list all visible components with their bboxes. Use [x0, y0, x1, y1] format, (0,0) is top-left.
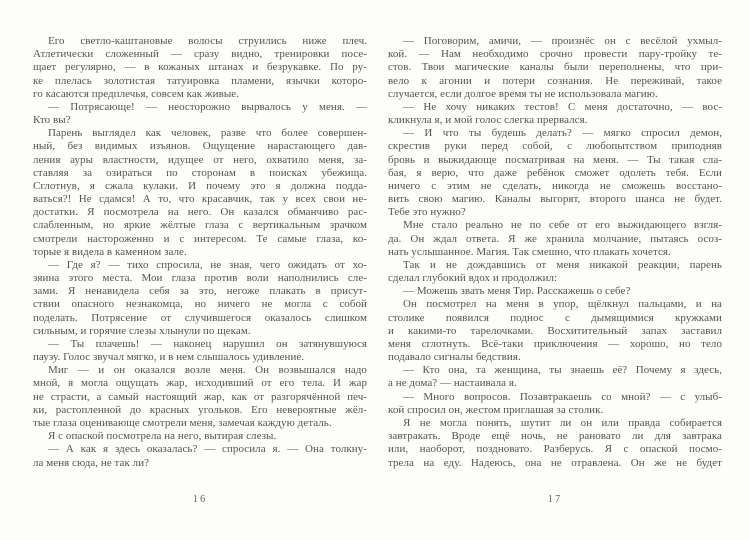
text-line: нать услышанное. Магия. Так смешно, что плакать хочется.: [388, 245, 671, 258]
text-line: паузу. Голос звучал мягко, и в нем слышалось удивление.: [33, 351, 305, 364]
text-line: — Поговорим, амичи, — произнёс он с весёлой ухмыл-: [403, 35, 722, 47]
text-line: ствии опасного незнакомца, но ничего не могла с собой: [33, 298, 367, 311]
text-line: Мне стало реально не по себе от его выжидающего взгля-: [403, 219, 722, 232]
text-line: вело к агонии и потери сознания. Не переживай, такое: [388, 74, 722, 87]
text-line: Атлетически сложенный — сразу видно, тренировки посе-: [33, 48, 367, 61]
text-line: — Потрясающе! — неосторожно вырвалось у меня. —: [48, 100, 367, 113]
text-line: скрестив руки перед собой, с любопытством приподняв: [388, 140, 722, 153]
text-line: завтракать. Вроде ещё ночь, не рановато ли для завтрака: [388, 430, 722, 443]
text-line: Я не могла понять, шутит ли он или правда собирается: [403, 416, 722, 429]
text-line: сделал глубокий вдох и продолжил:: [388, 272, 558, 285]
left-page-text: [33, 35, 367, 470]
text-line: зяина этого места. Мои глаза против воли наполнились сле-: [33, 272, 367, 285]
text-line: не страсти, а самый настоящий жар, как от разгорячённой печ-: [33, 390, 367, 403]
text-line: Сглотнув, я сжала кулаки. И почему это я должна подда-: [33, 179, 367, 192]
text-line: тые глаза оценивающе смотрели меня, замечая каждую деталь.: [33, 416, 332, 429]
text-line: — И что ты будешь делать? — мягко спросил демон,: [403, 127, 722, 140]
text-line: торые я видела в каменном зале.: [33, 245, 187, 258]
text-line: — Где я? — тихо спросила, не зная, чего ожидать от хо-: [48, 258, 367, 271]
text-line: стов. Твои магические каналы были переполнены, что при-: [388, 61, 722, 74]
text-line: ставляя за озираться по сторонам в поисках убежища.: [33, 166, 367, 179]
text-line: ваться?! Не сдамся! А то, что красавчик, так у всех свои не-: [33, 193, 367, 206]
text-line: кликнула я, и мой голос слегка прервался.: [388, 114, 588, 127]
text-line: смотрели настороженно и с интересом. Те самые глаза, ко-: [33, 232, 367, 245]
text-line: Я с опаской посмотрела на него, вытирая слезы.: [48, 430, 277, 443]
text-line: ки, растопленной до красных угольков. Его невероятные жёл-: [33, 403, 367, 416]
text-line: или, наоборот, поздновато. Разберусь. Я с опаской посмо-: [388, 443, 722, 456]
text-line: Тебе это нужно?: [388, 206, 466, 219]
text-line: Кто вы?: [33, 114, 71, 127]
text-line: мной, я могла ощущать жар, исходивший от его тела. И жар: [33, 377, 367, 390]
text-line: да. Он ждал ответа. Я же хранила молчание, пытаясь осоз-: [388, 232, 722, 245]
text-line: ла меня сюда, не так ли?: [33, 456, 150, 469]
text-line: кой спросил он, жестом приглашая за столик.: [388, 403, 604, 416]
left-page: [33, 0, 367, 540]
text-line: го касаются предплечья, совсем как живые.: [33, 87, 239, 100]
text-line: — Много вопросов. Позавтракаешь со мной? — с улыб-: [403, 390, 722, 403]
text-line: бая, я верю, что даже ребёнок сможет одолеть тебя. Если: [388, 166, 722, 179]
text-line: — Кто она, та женщина, ты знаешь её? Почему я здесь,: [403, 364, 722, 377]
text-line: а не дома? — настаивала я.: [388, 377, 517, 390]
text-line: ке плелась золотистая татуировка пламени, язычки которо-: [33, 74, 367, 87]
text-line: поделать. Потрясение от случившегося оказалось слишком: [33, 311, 367, 324]
text-line: бровь и выжидающе посматривая на меня. — Ты такая сла-: [388, 153, 722, 166]
text-line: — Ты плачешь! — наконец нарушил он затянувшуюся: [48, 337, 367, 350]
text-line: кой. — Нам необходимо срочно провести пару-тройку те-: [388, 48, 722, 61]
right-page: [388, 0, 722, 540]
right-page-text: [388, 35, 722, 470]
text-line: щает регулярно, — в кожаных штанах и безрукавке. По ру-: [33, 61, 367, 74]
text-line: подавало сигналы бедствия.: [388, 351, 521, 364]
left-page-number: 16: [192, 494, 208, 505]
right-page-number: 17: [547, 494, 563, 505]
text-line: Его светло-каштановые волосы струились ниже плеч.: [48, 35, 367, 47]
text-line: трела на еду. Надеюсь, она не отравлена. Он же не будет: [388, 456, 722, 469]
text-line: ления ауры властности, идущее от него, охватило меня, за-: [33, 153, 367, 166]
text-line: вить свою магию. Каналы выгорят, второго шанса не будет.: [388, 193, 722, 206]
text-line: — А как я здесь оказалась? — спросила я. — Она толкну-: [48, 443, 367, 456]
text-line: столике появился поднос с дымящимися кружками: [388, 311, 722, 324]
text-line: ный, без видимых изъянов. Ощущение нарастающего дав-: [33, 140, 367, 153]
text-line: — Не хочу никаких тестов! С меня достаточно, — вос-: [403, 100, 722, 113]
text-line: ничего с этим не сделать, никогда не сможешь восстано-: [388, 179, 722, 192]
text-line: Парень выглядел как человек, разве что более совершен-: [48, 127, 367, 140]
text-line: случается, если долгое время ты не использовала магию.: [388, 87, 658, 100]
text-line: Он посмотрел на меня в упор, щёлкнул пальцами, и на: [403, 298, 722, 311]
text-line: сильным, и горячие слезы хлынули по щекам.: [33, 324, 251, 337]
text-line: Миг — и он оказался возле меня. Он возвышался надо: [48, 364, 367, 377]
text-line: и какими-то тарелочками. Восхитительный запах заставил: [388, 324, 722, 337]
text-line: зами. Я ненавидела себя за это, негоже плакать в присут-: [33, 285, 367, 298]
text-line: достатки. Я посмотрела на него. Он казался обманчиво рас-: [33, 206, 367, 219]
text-line: слабленным, но яркие жёлтые глаза с вертикальным зрачком: [33, 219, 367, 232]
text-line: Так и не дождавшись от меня никакой реакции, парень: [403, 258, 722, 271]
text-line: — Можешь звать меня Тир. Расскажешь о себе?: [403, 285, 631, 298]
text-line: меня сглотнуть. Всё-таки приключения — хорошо, но тело: [388, 337, 722, 350]
